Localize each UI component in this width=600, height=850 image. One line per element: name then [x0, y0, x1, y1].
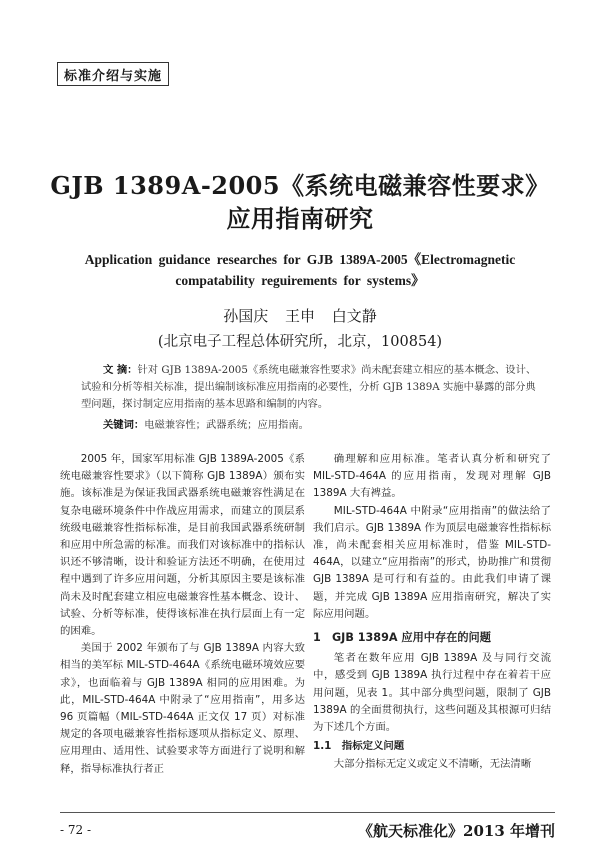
- abstract: [81, 362, 541, 413]
- english-title-line1: Application guidance researches for GJB 1389A-2005《Electromagnetic: [84, 252, 516, 267]
- right-column: [313, 451, 551, 774]
- footer-divider: [60, 812, 555, 813]
- english-title-line2: compatability reguirements for systems》: [175, 273, 425, 288]
- section-heading-1: 1 GJB 1389A 应用中存在的问题: [313, 631, 491, 645]
- keywords: [103, 416, 309, 431]
- abstract-label: 文 摘：: [103, 364, 138, 376]
- keywords-label: 关键词：: [103, 419, 145, 431]
- right-paragraph-1: 确理解和应用标准。笔者认真分析和研究了 MIL-STD-464A 的应用指南，发现对理解 GJB 1389A 大有裨益。: [313, 453, 551, 500]
- left-column: [60, 451, 305, 778]
- right-paragraph-3: 笔者在数年应用 GJB 1389A 及与同行交流中，感受到 GJB 1389A 执行过程中存在着若干应用问题，见表 1。其中部分典型问题，限制了 GJB 1389A 的全面贯彻执行，这些问题及其根源可归结为下述几个方面。: [313, 652, 551, 734]
- left-paragraph-1: 2005 年，国家军用标准 GJB 1389A-2005《系统电磁兼容性要求》（以下简称 GJB 1389A）颁布实施。该标准是为保证我国武器系统电磁兼容性满足在复杂电磁环境条件中作战应用需求，而建立的顶层系统级电磁兼容性指标标准，是目前我国武器系统研制和应用中所急需的标准。而我们对该标准中的指标认识还不够清晰，设计和验证方法还不明确，在使用过程中遇到了许多应用问题，分析其原因主要是该标准尚未及时配套建立相应电磁兼容性基本概念、设计、试验、分析等标准，使得该标准在执行层面上有一定的困难。: [60, 453, 305, 638]
- left-paragraph-2: 美国于 2002 年颁布了与 GJB 1389A 内容大致相当的美军标 MIL-STD-464A《系统电磁环境效应要求》，也面临着与 GJB 1389A 相同的应用困难。为此，MIL-STD-464A 中附录了“应用指南”，用多达 96 页篇幅（MIL-STD-464A 正文仅 17 页）对标准规定的各项电磁兼容性指标逐项从指标定义、原理、应用理由、适用性、试验要求等方面进行了说明和解释，指导标准执行者正: [60, 642, 305, 775]
- affiliation: (北京电子工程总体研究所，北京，100854): [157, 334, 443, 350]
- section-tag: 标准介绍与实施: [57, 62, 169, 86]
- page-number: - 72 -: [60, 823, 92, 837]
- right-paragraph-2: MIL-STD-464A 中附录“应用指南”的做法给了我们启示。GJB 1389A 作为顶层电磁兼容性指标标准，尚未配套相关应用标准时，借鉴 MIL-STD-464A，以建立“应用指南”的形式，协助推广和贯彻 GJB 1389A 是可行和有益的。由此我们申请了课题，并完成 GJB 1389A 应用指南研究，解决了实际应用问题。: [313, 504, 551, 620]
- journal-name: 《航天标准化》2013 年增刊: [358, 822, 555, 840]
- authors: 孙国庆 王申 白文静: [223, 307, 377, 325]
- abstract-text: 针对 GJB 1389A-2005《系统电磁兼容性要求》尚未配套建立相应的基本概念、设计、试验和分析等相关标准，提出编制该标准应用指南的必要性，分析 GJB 1389A 实施中暴露的部分典型问题，探讨制定应用指南的基本思路和编制的内容。: [81, 364, 537, 410]
- paper-title-line2: 应用指南研究: [226, 204, 374, 233]
- keywords-text: 电磁兼容性；武器系统；应用指南。: [144, 419, 309, 431]
- subsection-heading-1-1: 1.1 指标定义问题: [313, 740, 405, 753]
- paper-title-line1: GJB 1389A-2005《系统电磁兼容性要求》: [50, 171, 550, 200]
- right-paragraph-4: 大部分指标无定义或定义不清晰，无法清晰: [333, 758, 532, 771]
